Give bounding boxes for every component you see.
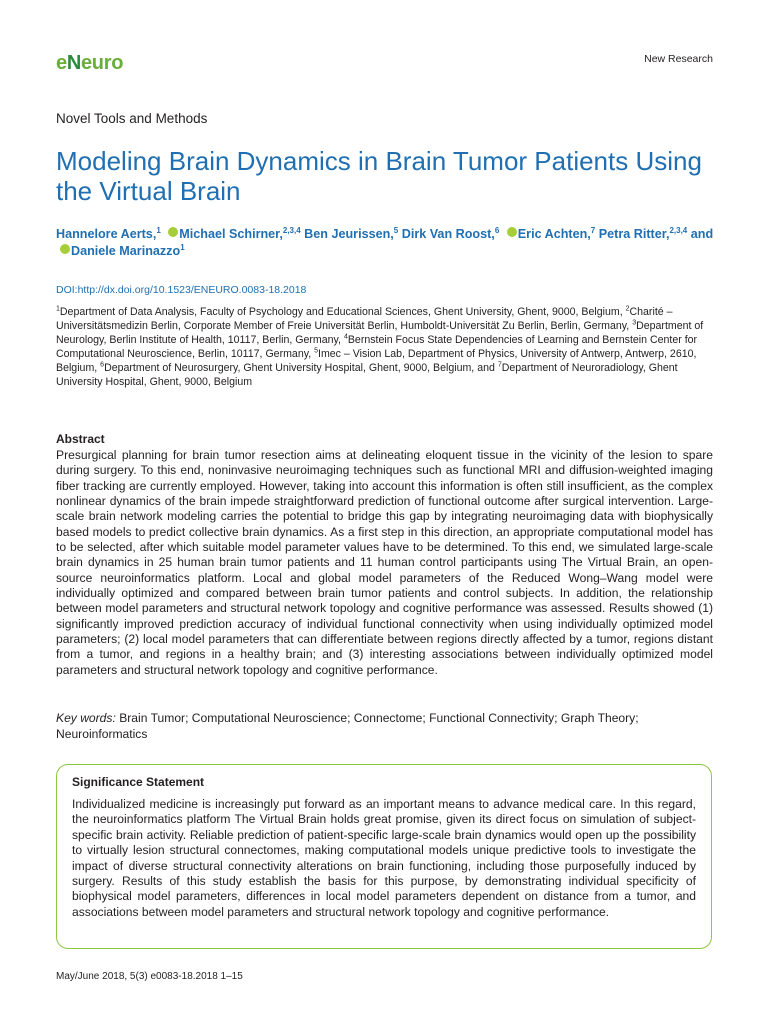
author-conjunction: and <box>690 227 714 241</box>
affiliation-text: Department of Data Analysis, Faculty of Psychology and Educational Sciences, Ghent University, Ghent, 9000, Belgium, <box>59 306 626 318</box>
affiliation-number: 3 <box>632 319 637 327</box>
affiliation-text: Charité – Universitätsmedizin Berlin, Corporate Member of Freie Universität Berlin, Humboldt-Universität Zu Berlin, Berlin, Germany, <box>56 306 673 333</box>
author-name[interactable]: Hannelore Aerts, <box>56 227 157 241</box>
affiliation-list <box>56 305 716 390</box>
logo-text-prefix: e <box>56 52 67 74</box>
logo-text-rest: euro <box>80 52 124 74</box>
affiliation-text: Department of Neurosurgery, Ghent University Hospital, Ghent, 9000, Belgium, and <box>104 362 498 375</box>
keywords-text: Brain Tumor; Computational Neuroscience; Connectome; Functional Connectivity; Graph Theory; Neuroinformatics <box>56 711 639 741</box>
affiliation-text: Bernstein Focus State Dependencies of Learning and Bernstein Center for Computational Neuroscience, Berlin, 10117, Germany, <box>56 334 698 361</box>
affiliation-number: 6 <box>100 361 105 369</box>
affiliation-number: 7 <box>497 361 502 369</box>
author-name[interactable]: Dirk Van Roost, <box>401 227 495 241</box>
orcid-icon[interactable] <box>507 227 517 237</box>
affiliation-text: Imec – Vision Lab, Department of Physics, University of Antwerp, Antwerp, 2610, Belgium, <box>56 348 697 375</box>
journal-logo <box>56 52 123 75</box>
affiliation-number: 5 <box>314 347 319 355</box>
affiliation-number: 4 <box>343 333 348 341</box>
orcid-icon[interactable] <box>60 244 70 254</box>
author-name[interactable]: Daniele Marinazzo <box>71 244 181 258</box>
keywords <box>56 711 713 742</box>
affiliation-number: 1 <box>56 305 60 313</box>
doi-link[interactable]: DOI:http://dx.doi.org/10.1523/ENEURO.0083-18.2018 <box>56 284 307 296</box>
affiliation-text: Department of Neurology, Berlin Institute of Health, 10117, Berlin, Germany, <box>56 320 704 347</box>
article-category: Novel Tools and Methods <box>56 111 208 126</box>
page-footer-citation: May/June 2018, 5(3) e0083-18.2018 1–15 <box>56 971 243 982</box>
author-affiliation-sup: 1 <box>180 242 185 252</box>
author-name[interactable]: Petra Ritter, <box>598 227 670 241</box>
author-affiliation-sup: 5 <box>393 225 399 235</box>
article-title: Modeling Brain Dynamics in Brain Tumor Patients Using the Virtual Brain <box>56 146 702 206</box>
abstract-text: Presurgical planning for brain tumor resection aims at delineating eloquent tissue in the vicinity of the lesion to spare during surgery. To this end, noninvasive neuroimaging techniques such as functional MRI and diffusion-weighted imaging fiber tracking are currently employed. However, taking into account this information is often still insufficient, as the complex nonlinear dynamics of the brain impede straightforward prediction of functional outcome after surgical intervention. Large-scale brain network modeling carries the potential to bridge this gap by integrating neuroimaging data with biophysically based models to predict collective brain dynamics. As a first step in this direction, an appropriate computational model has to be selected, after which suitable model parameter values have to be determined. To this end, we simulated large-scale brain dynamics in 25 human brain tumor patients and 11 human control participants using The Virtual Brain, an open-source neuroinformatics platform. Local and global model parameters of the Reduced Wong–Wang model were individually optimized and compared between brain tumor patients and control subjects. In addition, the relationship between model parameters and structural network topology and cognitive performance was assessed. Results showed (1) significantly improved prediction accuracy of individual functional connectivity when using individually optimized model parameters; (2) local model parameters that can differentiate between regions directly affected by a tumor, regions distant from a tumor, and regions in a healthy brain; and (3) interesting associations between individually optimized model parameters and structural network topology and cognitive performance. <box>56 448 713 677</box>
author-name[interactable]: Ben Jeurissen, <box>304 227 394 241</box>
affiliation-number: 2 <box>625 305 630 313</box>
author-affiliation-sup: 2,3,4 <box>282 225 301 235</box>
article-section-label: New Research <box>644 53 713 65</box>
logo-text-capital: N <box>66 52 81 74</box>
author-affiliation-sup: 7 <box>590 225 596 235</box>
abstract-heading: Abstract <box>56 432 105 446</box>
keywords-label: Key words: <box>56 711 116 725</box>
author-list <box>56 226 716 260</box>
orcid-icon[interactable] <box>168 227 178 237</box>
author-affiliation-sup: 1 <box>156 225 161 235</box>
affiliation-text: Department of Neuroradiology, Ghent University Hospital, Ghent, 9000, Belgium <box>56 362 678 389</box>
significance-statement-box <box>56 764 712 949</box>
significance-heading: Significance Statement <box>72 775 205 789</box>
author-name[interactable]: Michael Schirner, <box>179 227 283 241</box>
significance-text: Individualized medicine is increasingly put forward as an important means to advance medical care. In this regard, the neuroinformatics platform The Virtual Brain holds great promise, given its direct focus on simulation of subject-specific brain activity. Reliable prediction of patient-specific large-scale brain dynamics would open up the possibility to virtually lesion structural connectomes, making computational models unique predictive tools to investigate the impact of diverse structural connectivity alterations on brain functioning, including those purposefully induced by surgery. Results of this study establish the basis for this purpose, by demonstrating individual specificity of biophysical model parameters, differences in local model parameters dependent on distance from a tumor, and associations between model parameters and structural network topology and cognitive performance. <box>72 797 696 919</box>
author-name[interactable]: Eric Achten, <box>517 227 591 241</box>
author-affiliation-sup: 2,3,4 <box>669 225 688 235</box>
author-affiliation-sup: 6 <box>494 225 500 235</box>
